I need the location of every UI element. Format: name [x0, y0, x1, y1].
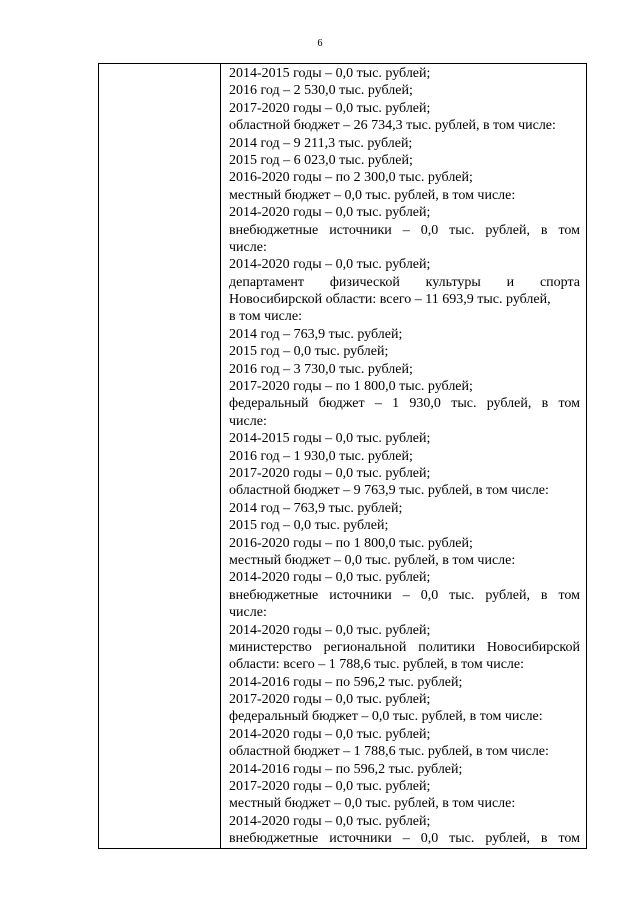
text-line: 2017-2020 годы – 0,0 тыс. рублей; — [229, 779, 431, 795]
table-row — [99, 64, 587, 849]
text-line: 2014-2020 годы – 0,0 тыс. рублей; — [229, 813, 431, 829]
text-line: 2014-2015 годы – 0,0 тыс. рублей; — [229, 431, 431, 447]
text-line: 2014-2015 годы – 0,0 тыс. рублей; — [229, 66, 431, 81]
text-line: 2017-2020 годы – 0,0 тыс. рублей; — [229, 100, 431, 116]
text-line: 2016-2020 годы – по 2 300,0 тыс. рублей; — [229, 170, 473, 186]
text-line: 2017-2020 годы – 0,0 тыс. рублей; — [229, 465, 431, 481]
text-line: федеральный бюджет – 0,0 тыс. рублей, в том числе: — [229, 709, 543, 725]
page-number: 6 — [317, 38, 323, 49]
text-line: 2014-2020 годы – 0,0 тыс. рублей; — [229, 205, 431, 221]
text-line: местный бюджет – 0,0 тыс. рублей, в том числе: — [229, 187, 516, 203]
text-line: внебюджетные источники – 0,0 тыс. рублей, в том — [229, 831, 580, 847]
text-line: 2015 год – 0,0 тыс. рублей; — [229, 344, 389, 360]
text-line: местный бюджет – 0,0 тыс. рублей, в том числе: — [229, 552, 516, 568]
text-line: 2014-2016 годы – по 596,2 тыс. рублей; — [229, 674, 463, 690]
text-line: областной бюджет – 1 788,6 тыс. рублей, в том числе: — [229, 744, 549, 760]
text-line: числе: — [229, 239, 267, 255]
text-line: 2015 год – 6 023,0 тыс. рублей; — [229, 152, 413, 168]
text-line: 2017-2020 годы – 0,0 тыс. рублей; — [229, 692, 431, 708]
text-line: 2014-2020 годы – 0,0 тыс. рублей; — [229, 257, 431, 273]
text-line: министерство региональной политики Новосибирской — [229, 639, 580, 655]
text-line: числе: — [229, 413, 267, 429]
funding-table — [98, 63, 587, 849]
text-line: 2016 год – 3 730,0 тыс. рублей; — [229, 361, 413, 377]
text-line: внебюджетные источники – 0,0 тыс. рублей, в том — [229, 222, 580, 238]
text-line: 2016 год – 2 530,0 тыс. рублей; — [229, 83, 413, 99]
text-line: 2017-2020 годы – по 1 800,0 тыс. рублей; — [229, 379, 473, 395]
text-line: областной бюджет – 9 763,9 тыс. рублей, в том числе: — [229, 483, 549, 499]
text-line: 2014 год – 763,9 тыс. рублей; — [229, 326, 403, 342]
text-line: внебюджетные источники – 0,0 тыс. рублей, в том — [229, 587, 580, 603]
text-line: местный бюджет – 0,0 тыс. рублей, в том числе: — [229, 796, 516, 812]
text-line: департамент физической культуры и спорта — [229, 274, 580, 290]
text-line: 2014 год – 763,9 тыс. рублей; — [229, 500, 403, 516]
text-line: области: всего – 1 788,6 тыс. рублей, в том числе: — [229, 657, 525, 673]
text-line: Новосибирской области: всего – 11 693,9 тыс. рублей, — [229, 292, 551, 308]
funding-text — [229, 65, 580, 848]
text-line: в том числе: — [229, 309, 302, 325]
text-line: 2014-2020 годы – 0,0 тыс. рублей; — [229, 622, 431, 638]
text-line: 2014 год – 9 211,3 тыс. рублей; — [229, 135, 413, 151]
table-cell-right — [221, 64, 587, 849]
text-line: федеральный бюджет – 1 930,0 тыс. рублей, в том — [229, 396, 580, 412]
text-line: областной бюджет – 26 734,3 тыс. рублей, в том числе: — [229, 118, 556, 134]
text-line: 2014-2020 годы – 0,0 тыс. рублей; — [229, 726, 431, 742]
table-cell-left — [99, 64, 221, 849]
text-line: 2016 год – 1 930,0 тыс. рублей; — [229, 448, 413, 464]
text-line: 2014-2020 годы – 0,0 тыс. рублей; — [229, 570, 431, 586]
text-line: 2016-2020 годы – по 1 800,0 тыс. рублей; — [229, 535, 473, 551]
text-line: 2014-2016 годы – по 596,2 тыс. рублей; — [229, 761, 463, 777]
text-line: 2015 год – 0,0 тыс. рублей; — [229, 518, 389, 534]
text-line: числе: — [229, 605, 267, 621]
